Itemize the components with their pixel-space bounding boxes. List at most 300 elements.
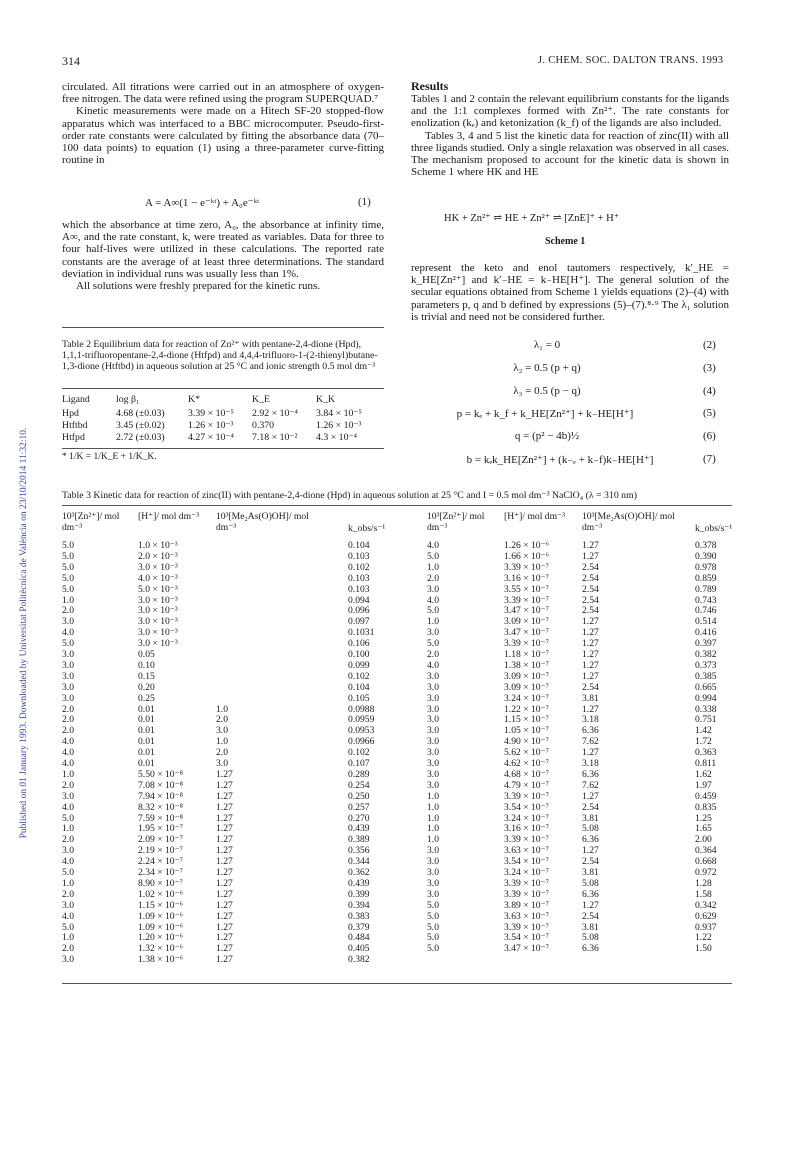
table3-cell: 2.0 bbox=[62, 725, 74, 737]
table3-cell: 0.390 bbox=[695, 550, 717, 562]
table3-cell: 3.16 × 10⁻⁷ bbox=[504, 823, 549, 835]
table3-cell: 3.0 bbox=[62, 845, 74, 857]
table3-cell: 1.50 bbox=[695, 943, 712, 955]
table3-cell: 1.27 bbox=[216, 954, 233, 966]
table2-cell: 4.3 × 10⁻⁴ bbox=[316, 432, 358, 443]
table3-cell: 1.97 bbox=[695, 779, 712, 791]
table3-cell: 5.0 bbox=[427, 638, 439, 650]
table3-cell: 1.09 × 10⁻⁶ bbox=[138, 910, 183, 922]
table2-row bbox=[62, 432, 384, 444]
table3-cell: 1.27 bbox=[582, 627, 599, 639]
table3-cell: 5.0 bbox=[62, 867, 74, 878]
table3-cell: 3.0 bbox=[62, 681, 74, 693]
table3-cell: 1.22 bbox=[695, 932, 712, 944]
right-paragraph-1: Tables 1 and 2 contain the relevant equilibrium constants for the ligands and the 1:1 complexes formed with Zn²⁺. The rate constants for enolization (kₑ) and ketonization (k_f) of the ligands are also included. bbox=[411, 93, 729, 130]
table3-cell: 0.751 bbox=[695, 714, 717, 726]
table3-cell: 2.09 × 10⁻⁷ bbox=[138, 834, 183, 846]
table2-cell: 2.72 (±0.03) bbox=[116, 432, 165, 443]
table3-cell: 6.36 bbox=[582, 943, 599, 955]
table3-cell: 8.90 × 10⁻⁷ bbox=[138, 877, 183, 889]
table2-cell: Htftbd bbox=[62, 420, 88, 431]
table3-cell: 0.378 bbox=[695, 540, 717, 551]
equation-1-number: (1) bbox=[358, 196, 371, 208]
table3-cell: 7.08 × 10⁻⁸ bbox=[138, 779, 183, 791]
table2-cell: 3.45 (±0.02) bbox=[116, 420, 165, 431]
equation-1: A = A∞(1 − e⁻ᵏᵗ) + A₀e⁻ᵏᵗ bbox=[145, 197, 260, 209]
table3-cell: 0.484 bbox=[348, 932, 370, 944]
table2-cell: Htfpd bbox=[62, 432, 85, 443]
table3-header-kobs: k_obs/s⁻¹ bbox=[348, 523, 386, 534]
table3-cell: 3.47 × 10⁻⁷ bbox=[504, 627, 549, 639]
table3-cell: 0.0959 bbox=[348, 714, 375, 726]
table3-cell: 3.0 bbox=[62, 899, 74, 911]
left-paragraph-4: All solutions were freshly prepared for the kinetic runs. bbox=[76, 280, 321, 293]
table2-row bbox=[62, 420, 384, 432]
equation-number: (4) bbox=[703, 385, 716, 397]
page-number: 314 bbox=[62, 54, 80, 68]
equation-7: b = kₑk_HE[Zn²⁺] + (k₋ₑ + k₋f)k₋HE[H⁺] bbox=[466, 454, 654, 466]
table3-cell: 2.0 × 10⁻³ bbox=[138, 550, 178, 562]
table3-cell: 3.89 × 10⁻⁷ bbox=[504, 899, 549, 911]
table3-cell: 0.356 bbox=[348, 845, 370, 857]
table3-cell: 3.39 × 10⁻⁷ bbox=[504, 834, 549, 846]
table3-cell: 0.978 bbox=[695, 561, 717, 573]
table3-cell: 0.102 bbox=[348, 747, 370, 759]
table3-cell: 0.05 bbox=[138, 649, 155, 660]
table3-cell: 2.0 bbox=[62, 834, 74, 846]
table3-cell: 3.0 × 10⁻³ bbox=[138, 616, 178, 628]
table3-cell: 0.01 bbox=[138, 747, 155, 759]
table3-cell: 5.0 bbox=[62, 583, 74, 595]
table3-cell: 1.27 bbox=[216, 834, 233, 846]
table3-cell: 3.0 × 10⁻³ bbox=[138, 605, 178, 617]
table3-cell: 1.20 × 10⁻⁶ bbox=[138, 932, 183, 944]
table3-cell: 0.01 bbox=[138, 703, 155, 715]
table3-header-zn: 10³[Zn²⁺]/ mol dm⁻³ bbox=[427, 511, 485, 533]
table3-cell: 1.15 × 10⁻⁶ bbox=[138, 899, 183, 911]
table2-header: K* bbox=[188, 394, 200, 405]
equation-2: λ₁ = 0 bbox=[533, 339, 561, 351]
table3-cell: 5.08 bbox=[582, 823, 599, 835]
table3-cell: 1.27 bbox=[582, 659, 599, 671]
table3-cell: 4.0 bbox=[62, 627, 74, 639]
table3-cell: 3.0 bbox=[62, 670, 74, 682]
table3-cell: 0.937 bbox=[695, 921, 717, 933]
table3-cell: 0.01 bbox=[138, 736, 155, 748]
table3-header-h: [H⁺]/ mol dm⁻³ bbox=[504, 511, 565, 522]
table3-cell: 1.27 bbox=[582, 845, 599, 857]
table3-cell: 2.0 bbox=[216, 747, 228, 759]
results-heading: Results bbox=[411, 79, 449, 93]
table3-cell: 1.27 bbox=[216, 867, 233, 878]
table3-cell: 0.665 bbox=[695, 681, 717, 693]
table3-cell: 5.0 bbox=[427, 943, 439, 955]
table2-cell: 1.26 × 10⁻³ bbox=[316, 420, 362, 431]
table3-cell: 1.0 bbox=[427, 616, 439, 628]
table3-cell: 0.01 bbox=[138, 714, 155, 726]
table3-cell: 2.0 bbox=[427, 572, 439, 584]
table3-cell: 0.362 bbox=[348, 867, 370, 878]
table3-cell: 5.0 bbox=[62, 812, 74, 824]
table3-cell: 1.0 bbox=[62, 823, 74, 835]
table3-cell: 3.39 × 10⁻⁷ bbox=[504, 561, 549, 573]
table3-cell: 1.0 bbox=[62, 768, 74, 780]
table3-cell: 1.27 bbox=[216, 790, 233, 802]
table3-cell: 3.18 bbox=[582, 714, 599, 726]
table3-cell: 4.0 bbox=[62, 856, 74, 868]
table3-cell: 3.0 bbox=[62, 649, 74, 660]
table3-cell: 0.789 bbox=[695, 583, 717, 595]
table3-cell: 5.0 bbox=[427, 605, 439, 617]
table3-cell: 1.27 bbox=[582, 747, 599, 759]
table2-bottom-rule bbox=[62, 448, 384, 449]
table3-cell: 3.63 × 10⁻⁷ bbox=[504, 845, 549, 857]
table3-cell: 3.24 × 10⁻⁷ bbox=[504, 812, 549, 824]
table3-cell: 1.27 bbox=[582, 790, 599, 802]
table3-cell: 0.859 bbox=[695, 572, 717, 584]
table3-cell: 3.0 bbox=[427, 758, 439, 769]
table3-cell: 0.289 bbox=[348, 768, 370, 780]
table3-cell: 0.459 bbox=[695, 790, 717, 802]
table3-cell: 1.27 bbox=[582, 550, 599, 562]
table3-cell: 0.811 bbox=[695, 758, 717, 769]
table2-body bbox=[62, 408, 384, 444]
table3-cell: 0.107 bbox=[348, 758, 370, 769]
table3-cell: 3.0 bbox=[427, 681, 439, 693]
right-column bbox=[411, 93, 729, 178]
table3-cell: 2.0 bbox=[62, 779, 74, 791]
table3-cell: 1.27 bbox=[216, 779, 233, 791]
table3-cell: 0.514 bbox=[695, 616, 717, 628]
table2 bbox=[62, 394, 384, 444]
table3-cell: 3.39 × 10⁻⁷ bbox=[504, 638, 549, 650]
table3-cell: 3.0 bbox=[427, 768, 439, 780]
table3-cell: 0.835 bbox=[695, 801, 717, 813]
table3-cell: 1.72 bbox=[695, 736, 712, 748]
table3-cell: 5.0 bbox=[427, 932, 439, 944]
table3-cell: 3.81 bbox=[582, 921, 599, 933]
table3-cell: 0.105 bbox=[348, 692, 370, 704]
table3-cell: 4.90 × 10⁻⁷ bbox=[504, 736, 549, 748]
table3-cell: 0.103 bbox=[348, 583, 370, 595]
table3-cell: 2.0 bbox=[62, 605, 74, 617]
table3-cell: 7.62 bbox=[582, 779, 599, 791]
table3-cell: 0.385 bbox=[695, 670, 717, 682]
table3-cell: 0.0966 bbox=[348, 736, 375, 748]
table3-cell: 0.338 bbox=[695, 703, 717, 715]
equation-6: q = (p² − 4b)½ bbox=[514, 430, 580, 442]
table3-cell: 1.0 bbox=[216, 703, 228, 715]
table3-cell: 1.27 bbox=[216, 877, 233, 889]
table3-cell: 1.27 bbox=[582, 540, 599, 551]
table3-cell: 2.54 bbox=[582, 801, 599, 813]
table3-cell: 0.097 bbox=[348, 616, 370, 628]
table3-top-rule bbox=[62, 505, 732, 506]
table3-cell: 0.01 bbox=[138, 725, 155, 737]
table3-cell: 0.439 bbox=[348, 877, 370, 889]
table3-cell: 3.0 bbox=[427, 725, 439, 737]
table3-cell: 1.28 bbox=[695, 877, 712, 889]
table3-header-buffer: 10³[Me₂As(O)OH]/ mol dm⁻³ bbox=[582, 511, 675, 533]
table3-cell: 5.0 bbox=[62, 540, 74, 551]
table3-cell: 3.09 × 10⁻⁷ bbox=[504, 681, 549, 693]
right-paragraph-2: Tables 3, 4 and 5 list the kinetic data for reaction of zinc(II) with all three ligands studied. Only a single relaxation was observed in all cases. The mechanism proposed to account for the kinetic data is shown in Scheme 1 where HK and HE bbox=[411, 129, 729, 179]
table3-cell: 0.382 bbox=[695, 649, 717, 660]
table3-cell: 6.36 bbox=[582, 768, 599, 780]
table3-cell: 0.103 bbox=[348, 550, 370, 562]
table3-cell: 1.0 bbox=[62, 877, 74, 889]
table3-cell: 6.36 bbox=[582, 834, 599, 846]
table3-cell: 2.54 bbox=[582, 910, 599, 922]
table3-cell: 0.342 bbox=[695, 899, 717, 911]
table3-cell: 1.27 bbox=[216, 899, 233, 911]
table3-cell: 3.0 bbox=[427, 736, 439, 748]
table3-cell: 3.0 × 10⁻³ bbox=[138, 627, 178, 639]
table2-cell: 7.18 × 10⁻² bbox=[252, 432, 298, 443]
table2-caption: Table 2 Equilibrium data for reaction of Zn²⁺ with pentane-2,4-dione (Hpd), 1,1,1-trifluoropentane-2,4-dione (Htfpd) and 4,4,4-trifluoro-1-(2-thienyl)butane-1,3-dione (Htftbd) in aqueous solution at 25 °C and ionic strength 0.5 mol dm⁻³ bbox=[62, 339, 378, 372]
table3-cell: 5.0 bbox=[62, 572, 74, 584]
table3-cell: 2.54 bbox=[582, 856, 599, 868]
table3-cell: 7.59 × 10⁻⁸ bbox=[138, 812, 183, 824]
table3-cell: 0.629 bbox=[695, 910, 717, 922]
table3-cell: 5.0 bbox=[427, 550, 439, 562]
table2-cell: 3.84 × 10⁻⁵ bbox=[316, 408, 362, 419]
table3-cell: 2.0 bbox=[216, 714, 228, 726]
table3-cell: 0.104 bbox=[348, 540, 370, 551]
table3-cell: 3.0 bbox=[427, 703, 439, 715]
table3-cell: 3.81 bbox=[582, 692, 599, 704]
table3-cell: 0.100 bbox=[348, 649, 370, 660]
table2-cell: Hpd bbox=[62, 408, 79, 419]
table3-cell: 5.62 × 10⁻⁷ bbox=[504, 747, 549, 759]
table2-header: log β₁ bbox=[116, 394, 140, 405]
table2-cell: 1.26 × 10⁻³ bbox=[188, 420, 234, 431]
table3-cell: 3.0 bbox=[62, 692, 74, 704]
table3-cell: 0.389 bbox=[348, 834, 370, 846]
table3-cell: 1.66 × 10⁻⁶ bbox=[504, 550, 549, 562]
table3-cell: 5.0 bbox=[427, 899, 439, 911]
table3-cell: 1.62 bbox=[695, 768, 712, 780]
table3-cell: 1.42 bbox=[695, 725, 712, 737]
table3-cell: 0.257 bbox=[348, 801, 370, 813]
table3-cell: 1.27 bbox=[216, 921, 233, 933]
table3-cell: 0.382 bbox=[348, 954, 370, 966]
table3-cell: 3.81 bbox=[582, 867, 599, 878]
table3-cell: 1.25 bbox=[695, 812, 712, 824]
table3-cell: 1.27 bbox=[582, 649, 599, 660]
table3-cell: 4.0 bbox=[427, 594, 439, 606]
table3-cell: 0.10 bbox=[138, 659, 155, 671]
table3-cell: 1.27 bbox=[582, 899, 599, 911]
table3-cell: 3.55 × 10⁻⁷ bbox=[504, 583, 549, 595]
table3-cell: 0.094 bbox=[348, 594, 370, 606]
table3-cell: 2.54 bbox=[582, 605, 599, 617]
table3-cell: 7.94 × 10⁻⁸ bbox=[138, 790, 183, 802]
table3-cell: 3.0 × 10⁻³ bbox=[138, 638, 178, 650]
table3-cell: 7.62 bbox=[582, 736, 599, 748]
table3-cell: 3.0 bbox=[62, 616, 74, 628]
table3-cell: 1.02 × 10⁻⁶ bbox=[138, 888, 183, 900]
table3-cell: 3.39 × 10⁻⁷ bbox=[504, 921, 549, 933]
table3-cell: 2.24 × 10⁻⁷ bbox=[138, 856, 183, 868]
table3-cell: 0.416 bbox=[695, 627, 717, 639]
table3-cell: 2.0 bbox=[62, 943, 74, 955]
table3-header-zn: 10³[Zn²⁺]/ mol dm⁻³ bbox=[62, 511, 120, 533]
table3-cell: 1.0 bbox=[216, 736, 228, 748]
table3-cell: 1.0 bbox=[62, 594, 74, 606]
table3-cell: 0.344 bbox=[348, 856, 370, 868]
table3-cell: 0.250 bbox=[348, 790, 370, 802]
table3-cell: 2.54 bbox=[582, 594, 599, 606]
table3-cell: 6.36 bbox=[582, 888, 599, 900]
table3-cell: 3.0 bbox=[427, 714, 439, 726]
table3-cell: 1.0 bbox=[427, 561, 439, 573]
table3-cell: 5.0 bbox=[427, 910, 439, 922]
table2-cell: 4.68 (±0.03) bbox=[116, 408, 165, 419]
table3-cell: 1.27 bbox=[216, 943, 233, 955]
table3-cell: 1.0 bbox=[427, 790, 439, 802]
table3-cell: 1.58 bbox=[695, 888, 712, 900]
table3-cell: 3.0 bbox=[427, 867, 439, 878]
table3-cell: 4.0 bbox=[62, 747, 74, 759]
table3-cell: 5.0 × 10⁻³ bbox=[138, 583, 178, 595]
right-paragraph-3: represent the keto and enol tautomers respectively, k′_HE = k_HE[Zn²⁺] and k′₋HE = k₋HE[H⁺]. The general solution of the secular equations obtained from Scheme 1 yields equations (2)–(4) with parameters p, q and b defined by expressions (5)–(7).⁸·⁹ The λ₁ solution is trivial and need not be considered further. bbox=[411, 262, 729, 323]
table2-top-rule bbox=[62, 388, 384, 389]
table3-cell: 3.54 × 10⁻⁷ bbox=[504, 932, 549, 944]
table3-cell: 0.373 bbox=[695, 659, 717, 671]
table2-header-row bbox=[62, 394, 384, 405]
table3-cell: 5.08 bbox=[582, 932, 599, 944]
journal-header: J. CHEM. SOC. DALTON TRANS. 1993 bbox=[538, 55, 724, 66]
table3-cell: 3.0 bbox=[427, 888, 439, 900]
table3-cell: 1.27 bbox=[216, 932, 233, 944]
scheme-label: Scheme 1 bbox=[545, 236, 586, 247]
table2-cell: 3.39 × 10⁻⁵ bbox=[188, 408, 234, 419]
table3-cell: 0.394 bbox=[348, 899, 370, 911]
table3-cell: 0.01 bbox=[138, 758, 155, 769]
equation-number: (5) bbox=[703, 407, 716, 419]
equation-number: (6) bbox=[703, 430, 716, 442]
table3-cell: 0.399 bbox=[348, 888, 370, 900]
table3-cell: 0.104 bbox=[348, 681, 370, 693]
table3-cell: 3.0 bbox=[427, 747, 439, 759]
table3-cell: 0.994 bbox=[695, 692, 717, 704]
table3-cell: 3.0 bbox=[427, 583, 439, 595]
table3-cell: 0.102 bbox=[348, 561, 370, 573]
table2-header: Ligand bbox=[62, 394, 90, 405]
table3-cell: 3.0 bbox=[427, 779, 439, 791]
table3-cell: 0.270 bbox=[348, 812, 370, 824]
table3-cell: 3.47 × 10⁻⁷ bbox=[504, 943, 549, 955]
left-paragraph-1: circulated. All titrations were carried out in an atmosphere of oxygen-free nitrogen. The data were refined using the program SUPERQUAD.⁷ bbox=[62, 81, 384, 106]
table3-cell: 3.18 bbox=[582, 758, 599, 769]
table3-cell: 2.0 bbox=[62, 888, 74, 900]
table3-cell: 3.54 × 10⁻⁷ bbox=[504, 801, 549, 813]
table3-cell: 3.0 bbox=[427, 856, 439, 868]
table3-cell: 1.15 × 10⁻⁷ bbox=[504, 714, 549, 726]
table3-cell: 3.39 × 10⁻⁷ bbox=[504, 790, 549, 802]
table3-cell: 3.63 × 10⁻⁷ bbox=[504, 910, 549, 922]
table3-cell: 1.65 bbox=[695, 823, 712, 835]
table3-cell: 3.0 bbox=[62, 954, 74, 966]
equation-5: p = kₑ + k_f + k_HE[Zn²⁺] + k₋HE[H⁺] bbox=[456, 408, 634, 420]
table3-cell: 6.36 bbox=[582, 725, 599, 737]
table3-cell: 3.0 bbox=[427, 692, 439, 704]
table3-cell: 3.39 × 10⁻⁷ bbox=[504, 594, 549, 606]
table3-cell: 5.0 bbox=[427, 921, 439, 933]
table3-cell: 1.26 × 10⁻⁶ bbox=[504, 540, 549, 551]
table3-cell: 0.106 bbox=[348, 638, 370, 650]
table3-header-h: [H⁺]/ mol dm⁻³ bbox=[138, 511, 199, 522]
table3-cell: 3.47 × 10⁻⁷ bbox=[504, 605, 549, 617]
table3-cell: 0.15 bbox=[138, 670, 155, 682]
table3-cell: 1.27 bbox=[216, 801, 233, 813]
left-column bbox=[62, 81, 384, 166]
table3-cell: 1.27 bbox=[216, 856, 233, 868]
table3-cell: 0.746 bbox=[695, 605, 717, 617]
table3-cell: 5.0 bbox=[62, 550, 74, 562]
table3-cell: 3.16 × 10⁻⁷ bbox=[504, 572, 549, 584]
table3-cell: 0.1031 bbox=[348, 627, 375, 639]
table3-cell: 1.18 × 10⁻⁷ bbox=[504, 649, 549, 660]
table3-cell: 1.05 × 10⁻⁷ bbox=[504, 725, 549, 737]
table3-cell: 4.0 bbox=[427, 540, 439, 551]
table3-cell: 1.27 bbox=[216, 768, 233, 780]
left-paragraph-3: which the absorbance at time zero, A₀, the absorbance at infinity time, A∞, and the rate constant, k, were treated as variables. Data for three to four half-lives were utilized in these calculations. The reported rate constants are the average of at least three determinations. The standard deviation in individual runs was usually less than 1%. bbox=[62, 219, 384, 280]
table3-cell: 0.20 bbox=[138, 681, 155, 693]
table3-cell: 1.27 bbox=[582, 703, 599, 715]
table3-cell: 0.0953 bbox=[348, 725, 375, 737]
left-column-lower bbox=[62, 219, 384, 292]
table3-cell: 1.0 bbox=[62, 932, 74, 944]
table3-cell: 0.439 bbox=[348, 823, 370, 835]
table3-cell: 4.0 × 10⁻³ bbox=[138, 572, 178, 584]
table3-cell: 3.09 × 10⁻⁷ bbox=[504, 670, 549, 682]
table3-cell: 4.0 bbox=[427, 659, 439, 671]
table3-cell: 0.254 bbox=[348, 779, 370, 791]
table3-cell: 3.0 × 10⁻³ bbox=[138, 561, 178, 573]
download-note: Published on 01 January 1993. Downloaded by Universitat Politècnica de València on 23/10/2014 11:32:10. bbox=[19, 427, 29, 839]
table3-cell: 3.81 bbox=[582, 812, 599, 824]
equation-number: (3) bbox=[703, 362, 716, 374]
table3-cell: 3.54 × 10⁻⁷ bbox=[504, 856, 549, 868]
table3-cell: 3.0 bbox=[427, 845, 439, 857]
equation-number: (7) bbox=[703, 453, 716, 465]
equation-number: (2) bbox=[703, 339, 716, 351]
table2-cell: 0.370 bbox=[252, 420, 275, 431]
equation-4: λ₃ = 0.5 (p − q) bbox=[513, 385, 581, 397]
table3-cell: 1.0 bbox=[427, 801, 439, 813]
table3-cell: 3.0 bbox=[62, 659, 74, 671]
table3-cell: 3.24 × 10⁻⁷ bbox=[504, 692, 549, 704]
table3-cell: 4.0 bbox=[62, 758, 74, 769]
table3-cell: 2.34 × 10⁻⁷ bbox=[138, 867, 183, 878]
table3-cell: 1.27 bbox=[216, 888, 233, 900]
table2-header: K_K bbox=[316, 394, 336, 405]
table3-cell: 1.38 × 10⁻⁷ bbox=[504, 659, 549, 671]
table3-cell: 2.19 × 10⁻⁷ bbox=[138, 845, 183, 857]
table3-cell: 5.08 bbox=[582, 877, 599, 889]
table3-cell: 1.38 × 10⁻⁶ bbox=[138, 954, 183, 966]
table3-cell: 1.0 × 10⁻³ bbox=[138, 540, 178, 551]
table3-cell: 0.0988 bbox=[348, 703, 375, 715]
table3-cell: 3.39 × 10⁻⁷ bbox=[504, 888, 549, 900]
table3-cell: 1.95 × 10⁻⁷ bbox=[138, 823, 183, 835]
table3-cell: 5.0 bbox=[62, 638, 74, 650]
table3-cell: 4.62 × 10⁻⁷ bbox=[504, 758, 549, 769]
table3-cell: 3.0 bbox=[427, 877, 439, 889]
table3-cell: 1.27 bbox=[216, 823, 233, 835]
